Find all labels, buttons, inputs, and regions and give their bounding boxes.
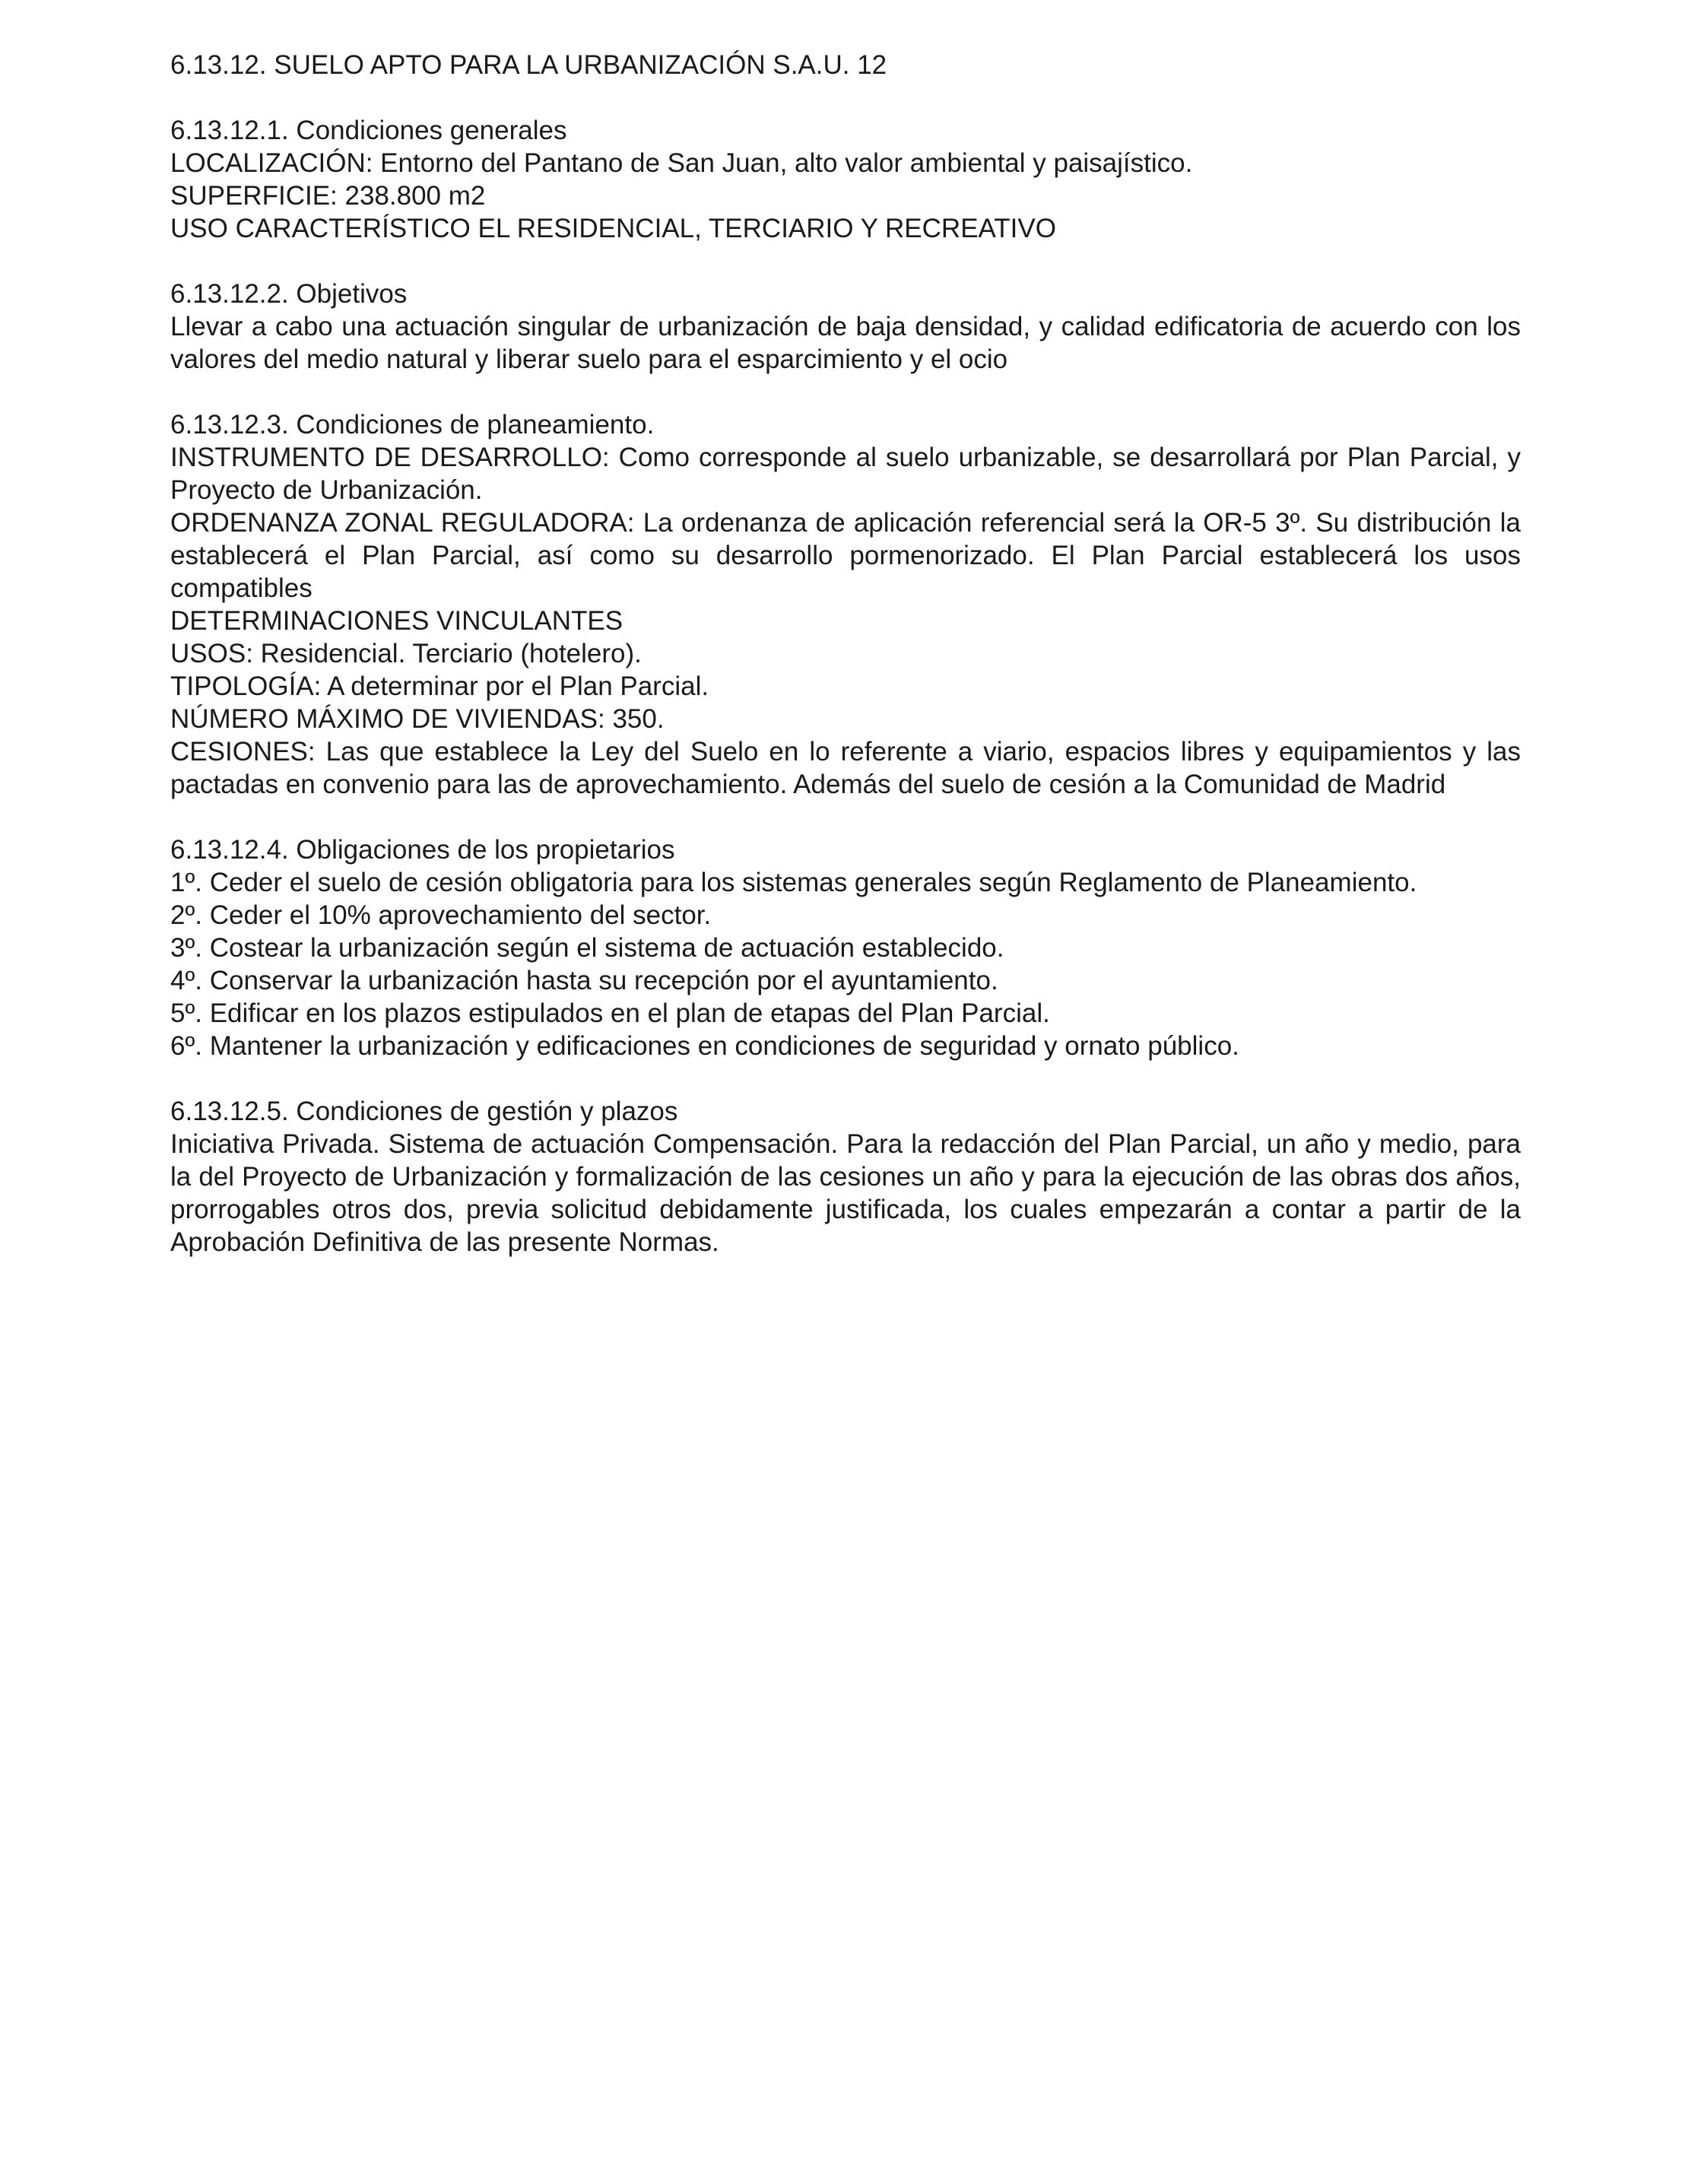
- section-heading: 6.13.12.4. Obligaciones de los propietarios: [170, 835, 675, 865]
- list-item: 1º. Ceder el suelo de cesión obligatoria para los sistemas generales según Reglamento de Planeamiento.: [170, 868, 1417, 897]
- usos-line: USOS: Residencial. Terciario (hotelero).: [170, 639, 642, 668]
- list-item: 6º. Mantener la urbanización y edificaciones en condiciones de seguridad y ornato público.: [170, 1031, 1239, 1061]
- section-heading: 6.13.12.1. Condiciones generales: [170, 116, 567, 145]
- localizacion-line: LOCALIZACIÓN: Entorno del Pantano de San Juan, alto valor ambiental y paisajístico.: [170, 148, 1193, 178]
- document-title: 6.13.12. SUELO APTO PARA LA URBANIZACIÓN S.A.U. 12: [170, 50, 887, 80]
- management-paragraph: Iniciativa Privada. Sistema de actuación Compensación. Para la redacción del Plan Parcial, un año y medio, para la del Proyecto de Urbanización y formalización de las cesiones un año y para la ejecución de las obras dos años, prorrogables otros dos, previa solicitud debidamente justificada, los cuales empezarán a contar a partir de la Aprobación Definitiva de las presente Normas.: [170, 1129, 1521, 1257]
- tipologia-line: TIPOLOGÍA: A determinar por el Plan Parcial.: [170, 671, 709, 701]
- section-owner-obligations: [170, 833, 1521, 1062]
- uso-line: USO CARACTERÍSTICO EL RESIDENCIAL, TERCIARIO Y RECREATIVO: [170, 214, 1056, 243]
- list-item: 2º. Ceder el 10% aprovechamiento del sector.: [170, 900, 712, 930]
- section-objectives: [170, 278, 1521, 376]
- section-planning-conditions: [170, 408, 1521, 801]
- list-item: 3º. Costear la urbanización según el sistema de actuación establecido.: [170, 933, 1004, 963]
- superficie-line: SUPERFICIE: 238.800 m2: [170, 181, 486, 211]
- list-item: 5º. Edificar en los plazos estipulados en el plan de etapas del Plan Parcial.: [170, 998, 1050, 1028]
- section-heading: 6.13.12.2. Objetivos: [170, 279, 408, 309]
- viviendas-line: NÚMERO MÁXIMO DE VIVIENDAS: 350.: [170, 704, 665, 734]
- ordenanza-paragraph: ORDENANZA ZONAL REGULADORA: La ordenanza de aplicación referencial será la OR-5 3º. Su distribución la establecerá el Plan Parcial, así como su desarrollo pormenorizado. El Plan Parcial establecerá los usos compatibles: [170, 508, 1521, 603]
- section-management-conditions: [170, 1095, 1521, 1259]
- section-general-conditions: [170, 114, 1521, 245]
- spacer: [170, 1062, 1521, 1095]
- document-page: [170, 49, 1521, 1259]
- objectives-paragraph: Llevar a cabo una actuación singular de urbanización de baja densidad, y calidad edificatoria de acuerdo con los valores del medio natural y liberar suelo para el esparcimiento y el ocio: [170, 312, 1521, 374]
- section-heading: 6.13.12.3. Condiciones de planeamiento.: [170, 410, 655, 440]
- instrumento-paragraph: INSTRUMENTO DE DESARROLLO: Como corresponde al suelo urbanizable, se desarrollará por Plan Parcial, y Proyecto de Urbanización.: [170, 443, 1521, 505]
- determinaciones-line: DETERMINACIONES VINCULANTES: [170, 606, 623, 636]
- section-heading: 6.13.12.5. Condiciones de gestión y plazos: [170, 1097, 678, 1126]
- spacer: [170, 245, 1521, 278]
- spacer: [170, 81, 1521, 114]
- spacer: [170, 801, 1521, 833]
- cesiones-paragraph: CESIONES: Las que establece la Ley del Suelo en lo referente a viario, espacios libres y equipamientos y las pactadas en convenio para las de aprovechamiento. Además del suelo de cesión a la Comunidad de Madrid: [170, 737, 1521, 799]
- list-item: 4º. Conservar la urbanización hasta su recepción por el ayuntamiento.: [170, 966, 998, 995]
- spacer: [170, 376, 1521, 408]
